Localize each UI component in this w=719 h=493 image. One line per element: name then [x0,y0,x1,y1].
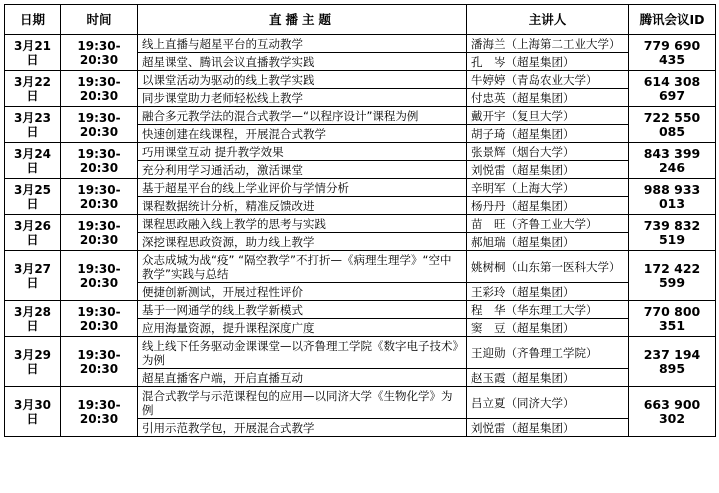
session-time: 19:30-20:30 [61,179,138,215]
session-row [5,35,716,53]
session-speaker: 窦 豆（超星集团） [467,319,629,337]
session-speaker: 王彩玲（超星集团） [467,283,629,301]
session-date: 3月30日 [5,387,61,437]
session-time: 19:30-20:30 [61,71,138,107]
session-speaker: 郝旭瑞（超星集团） [467,233,629,251]
session-speaker: 程 华（华东理工大学） [467,301,629,319]
session-meeting-id: 614 308 697 [629,71,716,107]
session-topic: 超星课堂、腾讯会议直播教学实践 [138,53,467,71]
session-time: 19:30-20:30 [61,387,138,437]
session-topic: 基于一网通学的线上教学新模式 [138,301,467,319]
session-speaker: 付忠英（超星集团） [467,89,629,107]
session-speaker: 辛明军（上海大学） [467,179,629,197]
session-meeting-id: 988 933 013 [629,179,716,215]
header-speaker: 主讲人 [467,5,629,35]
session-date: 3月25日 [5,179,61,215]
session-date: 3月29日 [5,337,61,387]
session-meeting-id: 722 550 085 [629,107,716,143]
session-speaker: 孔 岑（超星集团） [467,53,629,71]
session-speaker: 杨丹丹（超星集团） [467,197,629,215]
session-topic: 应用海量资源，提升课程深度广度 [138,319,467,337]
session-date: 3月28日 [5,301,61,337]
session-date: 3月23日 [5,107,61,143]
session-time: 19:30-20:30 [61,143,138,179]
session-meeting-id: 172 422 599 [629,251,716,301]
session-topic: 充分利用学习通活动，激活课堂 [138,161,467,179]
session-speaker: 王迎勋（齐鲁理工学院） [467,337,629,369]
session-time: 19:30-20:30 [61,215,138,251]
session-time: 19:30-20:30 [61,337,138,387]
session-speaker: 刘悦雷（超星集团） [467,419,629,437]
schedule-table [4,4,716,437]
session-row [5,107,716,125]
session-topic: 基于超星平台的线上学业评价与学情分析 [138,179,467,197]
session-speaker: 赵玉霞（超星集团） [467,369,629,387]
session-topic: 课程思政融入线上教学的思考与实践 [138,215,467,233]
session-speaker: 牛婷婷（青岛农业大学） [467,71,629,89]
session-topic: 课程数据统计分析，精准反馈改进 [138,197,467,215]
session-speaker: 潘海兰（上海第二工业大学） [467,35,629,53]
session-speaker: 胡子琦（超星集团） [467,125,629,143]
session-topic: 深挖课程思政资源，助力线上教学 [138,233,467,251]
session-topic: 以课堂活动为驱动的线上教学实践 [138,71,467,89]
session-date: 3月26日 [5,215,61,251]
session-topic: 线上直播与超星平台的互动教学 [138,35,467,53]
session-topic: 众志成城为战“疫” “隔空教学”不打折—《病理生理学》“空中教学”实践与总结 [138,251,467,283]
session-speaker: 刘悦雷（超星集团） [467,161,629,179]
header-meeting-id: 腾讯会议ID [629,5,716,35]
session-speaker: 姚树桐（山东第一医科大学） [467,251,629,283]
session-time: 19:30-20:30 [61,301,138,337]
session-row [5,179,716,197]
session-row [5,301,716,319]
session-meeting-id: 663 900 302 [629,387,716,437]
session-topic: 快速创建在线课程，开展混合式教学 [138,125,467,143]
session-meeting-id: 770 800 351 [629,301,716,337]
session-meeting-id: 779 690 435 [629,35,716,71]
session-topic: 融合多元教学法的混合式教学—“以程序设计”课程为例 [138,107,467,125]
session-row [5,215,716,233]
session-date: 3月24日 [5,143,61,179]
session-row [5,71,716,89]
session-topic: 同步课堂助力老师轻松线上教学 [138,89,467,107]
session-time: 19:30-20:30 [61,107,138,143]
header-topic: 直播主题 [138,5,467,35]
session-time: 19:30-20:30 [61,251,138,301]
session-date: 3月22日 [5,71,61,107]
session-speaker: 吕立夏（同济大学） [467,387,629,419]
header-date: 日期 [5,5,61,35]
header-time: 时间 [61,5,138,35]
session-topic: 巧用课堂互动 提升教学效果 [138,143,467,161]
session-speaker: 苗 旺（齐鲁工业大学） [467,215,629,233]
session-meeting-id: 237 194 895 [629,337,716,387]
session-topic: 引用示范教学包，开展混合式教学 [138,419,467,437]
session-time: 19:30-20:30 [61,35,138,71]
session-topic: 便捷创新测试，开展过程性评价 [138,283,467,301]
session-date: 3月27日 [5,251,61,301]
session-row [5,143,716,161]
schedule-body [5,35,716,437]
session-speaker: 戴开宇（复旦大学） [467,107,629,125]
header-row [5,5,716,35]
session-meeting-id: 843 399 246 [629,143,716,179]
session-topic: 线上线下任务驱动金课课堂—以齐鲁理工学院《数字电子技术》为例 [138,337,467,369]
session-meeting-id: 739 832 519 [629,215,716,251]
session-topic: 超星直播客户端，开启直播互动 [138,369,467,387]
session-topic: 混合式教学与示范课程包的应用—以同济大学《生物化学》为例 [138,387,467,419]
session-row [5,387,716,419]
session-row [5,251,716,283]
session-speaker: 张景辉（烟台大学） [467,143,629,161]
session-row [5,337,716,369]
session-date: 3月21日 [5,35,61,71]
